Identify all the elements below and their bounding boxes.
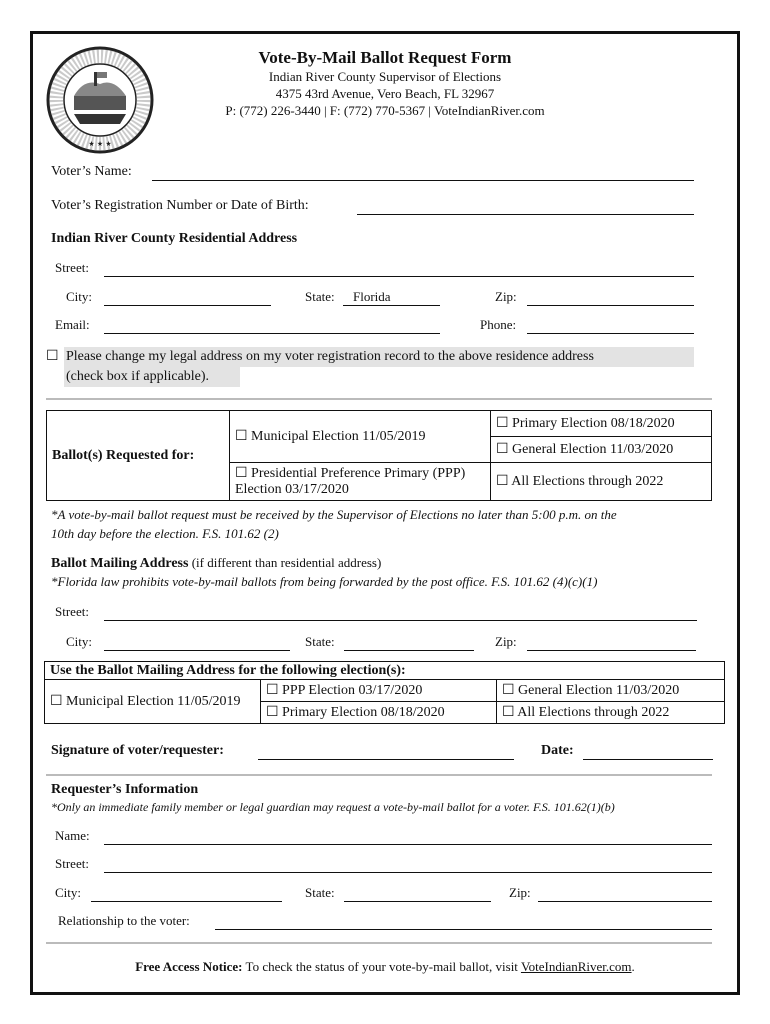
date-field[interactable] bbox=[583, 759, 713, 760]
res-email-label: Email: bbox=[55, 317, 90, 332]
ballot-deadline-note-1: *A vote-by-mail ballot request must be received by the Supervisor of Elections no later than 5:00 p.m. on the bbox=[51, 507, 617, 522]
requester-heading: Requester’s Information bbox=[51, 782, 199, 797]
ballots-requested-label: Ballot(s) Requested for: bbox=[47, 411, 230, 501]
res-city-label: City: bbox=[66, 289, 93, 304]
ballot-ppp-line1: ☐ Presidential Preference Primary (PPP) bbox=[235, 465, 466, 481]
ballots-requested-table bbox=[46, 410, 712, 501]
signature-label: Signature of voter/requester: bbox=[51, 743, 224, 758]
mail-street-field[interactable] bbox=[104, 620, 697, 621]
office-name: Indian River County Supervisor of Elections bbox=[268, 69, 502, 84]
mail-zip-field[interactable] bbox=[527, 650, 696, 651]
section-divider bbox=[46, 398, 712, 400]
res-street-field[interactable] bbox=[104, 276, 694, 277]
req-street-label: Street: bbox=[55, 856, 89, 871]
res-state-field[interactable] bbox=[343, 305, 440, 306]
req-city-field[interactable] bbox=[91, 901, 282, 902]
mail-city-field[interactable] bbox=[104, 650, 290, 651]
residential-heading: Indian River County Residential Address bbox=[51, 231, 298, 246]
req-zip-field[interactable] bbox=[538, 901, 712, 902]
mail-zip-label: Zip: bbox=[495, 634, 517, 649]
ballot-ppp-checkbox[interactable] bbox=[230, 463, 491, 501]
ballot-municipal-checkbox[interactable]: ☐ Municipal Election 11/05/2019 bbox=[230, 411, 491, 463]
notice-end: . bbox=[631, 959, 635, 974]
res-state-label: State: bbox=[305, 289, 335, 304]
req-state-label: State: bbox=[305, 885, 335, 900]
req-street-field[interactable] bbox=[104, 872, 712, 873]
section-divider-2 bbox=[46, 774, 712, 776]
req-zip-label: Zip: bbox=[509, 885, 531, 900]
ballot-all-checkbox[interactable]: ☐ All Elections through 2022 bbox=[491, 463, 712, 501]
notice-text: To check the status of your vote-by-mail ballot, visit bbox=[242, 959, 521, 974]
voter-name-label: Voter’s Name: bbox=[51, 164, 132, 179]
voter-reg-label: Voter’s Registration Number or Date of Birth: bbox=[51, 198, 309, 213]
mail-primary-checkbox[interactable]: ☐ Primary Election 08/18/2020 bbox=[261, 702, 497, 724]
mailing-elections-table bbox=[44, 661, 725, 724]
ballot-deadline-note-2: 10th day before the election. F.S. 101.62 (2) bbox=[51, 526, 279, 541]
date-label: Date: bbox=[541, 743, 574, 758]
ballot-general-checkbox[interactable]: ☐ General Election 11/03/2020 bbox=[491, 437, 712, 463]
svg-text:★ ★ ★: ★ ★ ★ bbox=[88, 140, 112, 148]
signature-field[interactable] bbox=[258, 759, 514, 760]
res-phone-field[interactable] bbox=[527, 333, 694, 334]
mail-general-checkbox[interactable]: ☐ General Election 11/03/2020 bbox=[497, 680, 725, 702]
res-zip-field[interactable] bbox=[527, 305, 694, 306]
mailing-heading bbox=[51, 555, 381, 572]
res-street-label: Street: bbox=[55, 260, 89, 275]
office-address: 4375 43rd Avenue, Vero Beach, FL 32967 bbox=[275, 86, 495, 101]
res-city-field[interactable] bbox=[104, 305, 271, 306]
section-divider-3 bbox=[46, 942, 712, 944]
mail-municipal-checkbox[interactable]: ☐ Municipal Election 11/05/2019 bbox=[45, 680, 261, 724]
mail-state-label: State: bbox=[305, 634, 335, 649]
form-title: Vote-By-Mail Ballot Request Form bbox=[258, 48, 512, 67]
vote-indian-river-link[interactable]: VoteIndianRiver.com bbox=[520, 959, 632, 974]
mailing-heading-title: Ballot Mailing Address bbox=[51, 556, 189, 571]
free-access-notice bbox=[0, 959, 770, 975]
res-state-value: Florida bbox=[353, 289, 391, 304]
mailing-heading-suffix: (if different than residential address) bbox=[188, 555, 382, 570]
req-state-field[interactable] bbox=[344, 901, 491, 902]
req-relationship-label: Relationship to the voter: bbox=[58, 913, 190, 928]
ballot-ppp-line2: Election 03/17/2020 bbox=[235, 481, 349, 497]
req-name-label: Name: bbox=[55, 828, 90, 843]
notice-label: Free Access Notice: bbox=[135, 959, 243, 974]
ballot-primary-checkbox[interactable]: ☐ Primary Election 08/18/2020 bbox=[491, 411, 712, 437]
res-email-field[interactable] bbox=[104, 333, 440, 334]
mail-ppp-checkbox[interactable]: ☐ PPP Election 03/17/2020 bbox=[261, 680, 497, 702]
res-phone-label: Phone: bbox=[480, 317, 517, 332]
res-zip-label: Zip: bbox=[495, 289, 517, 304]
req-name-field[interactable] bbox=[104, 844, 712, 845]
mail-state-field[interactable] bbox=[344, 650, 474, 651]
mail-street-label: Street: bbox=[55, 604, 89, 619]
voter-name-field[interactable] bbox=[152, 180, 694, 181]
req-city-label: City: bbox=[55, 885, 82, 900]
change-address-text-1: Please change my legal address on my voter registration record to the above residence address bbox=[64, 347, 694, 367]
change-address-checkbox[interactable]: ☐ bbox=[46, 349, 59, 364]
mailing-forwarding-note: *Florida law prohibits vote-by-mail ballots from being forwarded by the post office. F.S. 101.62 (4)(c)(1) bbox=[51, 574, 598, 589]
mailing-elections-header: Use the Ballot Mailing Address for the following election(s): bbox=[45, 662, 725, 680]
mail-city-label: City: bbox=[66, 634, 93, 649]
change-address-text-2: (check box if applicable). bbox=[64, 367, 240, 387]
mail-all-checkbox[interactable]: ☐ All Elections through 2022 bbox=[497, 702, 725, 724]
requester-note: *Only an immediate family member or legal guardian may request a vote-by-mail ballot for a voter. F.S. 101.62(1)(b) bbox=[51, 800, 615, 814]
office-contact: P: (772) 226-3440 | F: (772) 770-5367 | VoteIndianRiver.com bbox=[225, 103, 545, 118]
req-relationship-field[interactable] bbox=[215, 929, 712, 930]
voter-reg-field[interactable] bbox=[357, 214, 694, 215]
